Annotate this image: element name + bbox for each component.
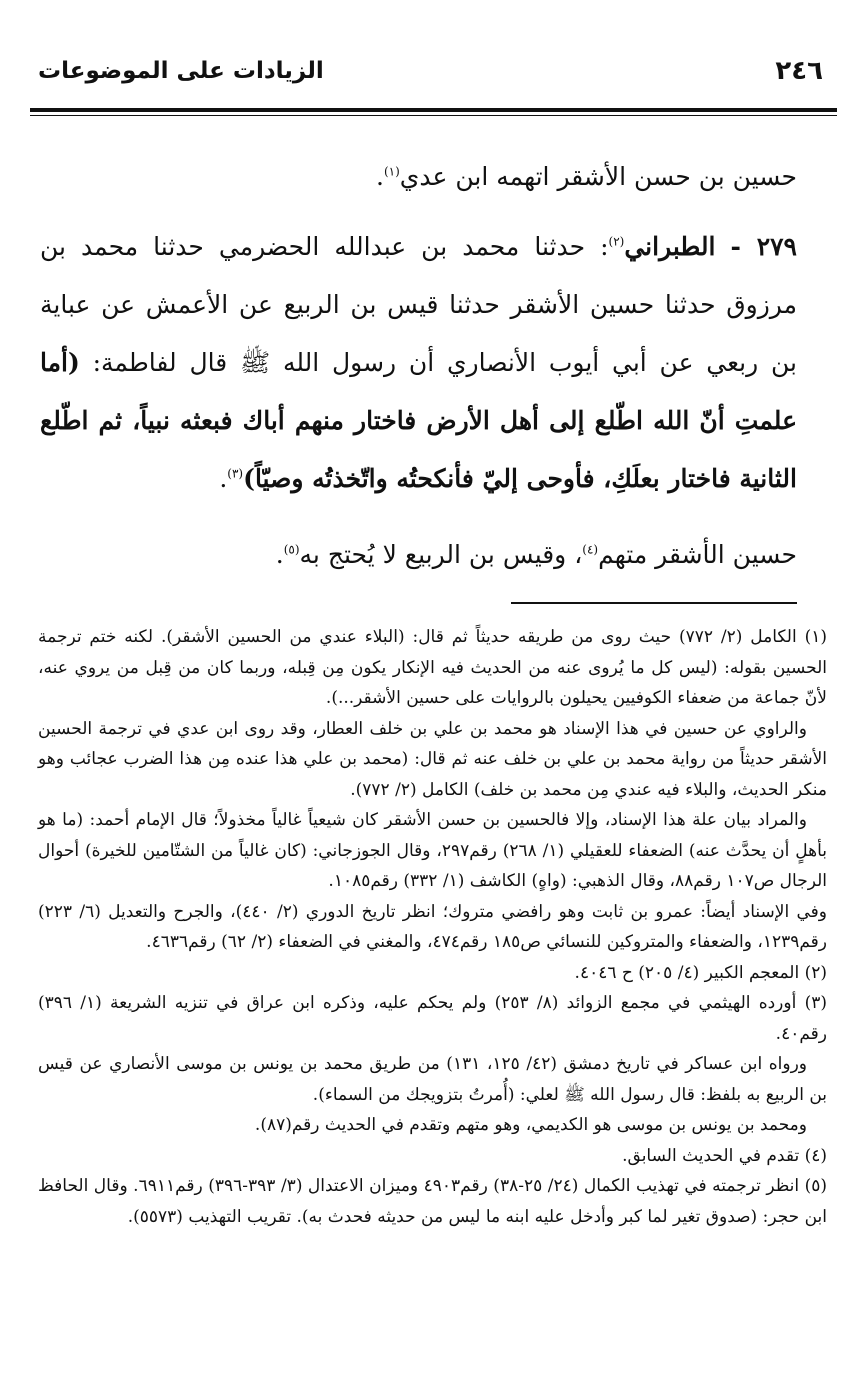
footnote-3-cont: ورواه ابن عساكر في تاريخ دمشق (٤٢/ ١٢٥، ١٣١) من طريق محمد بن يونس بن موسى الأنصاري عن قيس بن الربيع به بلفظ: قال رسول الله ﷺ لعلي: (أُمرتُ بتزويجك من السماء). xyxy=(38,1054,827,1105)
footnote-ref: (٢) xyxy=(608,234,625,249)
main-text xyxy=(40,148,797,584)
closing-text-b: ، وقيس بن الربيع لا يُحتج به xyxy=(299,540,583,569)
footnote-ref: (٣) xyxy=(227,466,244,481)
closing-end: . xyxy=(275,540,284,569)
header-rule-thick xyxy=(30,108,837,112)
footnote-1-cont: والمراد بيان علة هذا الإسناد، وإلا فالحسين بن حسن الأشقر كان شيعياً غالياً مخذولاً؛ قال الإمام أحمد: (ما هو بأهلٍ أن يحدَّث عنه) الضعفاء للعقيلي (١/ ٢٦٨) رقم٢٩٧، وقال الجوزجاني: (كان غالياً من الشتّامين للخيرة) أحوال الرجال ص١٠٧ رقم٨٨، وقال الذهبي: (واهٍ) الكاشف (١/ ٣٣٢) رقم١٠٨٥. xyxy=(38,810,827,891)
isnad-text: : حدثنا محمد بن عبدالله الحضرمي حدثنا محمد بن مرزوق حدثنا حسين الأشقر حدثنا قيس بن الربيع عن الأعمش عن عباية بن ربعي عن أبي أيوب الأنصاري أن رسول الله ﷺ قال لفاطمة: xyxy=(40,232,797,377)
page-number: ٢٤٦ xyxy=(775,56,823,86)
closing-paragraph xyxy=(40,526,797,584)
footnotes xyxy=(38,622,827,1232)
footnote-5: (٥) انظر ترجمته في تهذيب الكمال (٢٤/ ٢٥-٣٨) رقم٤٩٠٣ وميزان الاعتدال (٣/ ٣٩٣-٣٩٦) رقم٦٩١١. وقال الحافظ ابن حجر: (صدوق تغير لما كبر وأدخل عليه ابنه ما ليس من حديثه فحدث به). تقريب التهذيب (٥٥٧٣). xyxy=(38,1176,828,1227)
footnote-ref: (٤) xyxy=(582,542,599,557)
footnote-2: (٢) المعجم الكبير (٤/ ٢٠٥) ح ٤٠٤٦. xyxy=(574,962,827,983)
intro-text: حسين بن حسن الأشقر اتهمه ابن عدي xyxy=(399,162,797,191)
running-title: الزيادات على الموضوعات xyxy=(38,58,324,84)
intro-paragraph: حسين بن حسن الأشقر اتهمه ابن عدي$^{(١)}$. xyxy=(376,162,797,191)
footnote-3-cont: ومحمد بن يونس بن موسى هو الكديمي، وهو متهم وتقدم في الحديث رقم(٨٧). xyxy=(254,1115,807,1135)
footnote-1-cont: وفي الإسناد أيضاً: عمرو بن ثابت وهو رافضي متروك؛ انظر تاريخ الدوري (٢/ ٤٤٠)، والجرح والتعديل (٦/ ٢٢٣) رقم١٢٣٩، والضعفاء والمتروكين للنسائي ص١٨٥ رقم٤٧٤، والمغني في الضعفاء (٢/ ٦٢) رقم٤٦٣٦. xyxy=(38,901,828,952)
footnote-1-cont: والراوي عن حسين في هذا الإسناد هو محمد بن علي بن خلف العطار، وقد روى ابن عدي في ترجمة الحسين الأشقر حديثاً من رواية محمد بن علي بن خلف عنه ثم قال: (محمد بن علي هذا عنده مِن هذا الضرب عجائب وهو منكر الحديث، والبلاء فيه عندي مِن محمد بن خلف) الكامل (٢/ ٧٧٢). xyxy=(38,718,827,800)
footnote-ref: (٥) xyxy=(283,542,300,557)
hadith-number: ٢٧٩ - xyxy=(730,232,797,261)
source-name: الطبراني xyxy=(624,232,716,261)
hadith-quote: (أما علمتِ أنّ الله اطّلع إلى أهل الأرض فاختار منهم أباك فبعثه نبياً، ثم اطّلع الثانية فاختار بعلَكِ، فأوحى إليّ فأنكحتُه واتّخذتُه وصيّاً) xyxy=(40,348,797,493)
page-header xyxy=(30,52,837,102)
header-rule-thin xyxy=(30,115,837,116)
footnote-1: (١) الكامل (٢/ ٧٧٢) حيث روى من طريقه حديثاً ثم قال: (البلاء عندي من الحسين الأشقر). لكنه ختم ترجمة الحسين بقوله: (ليس كل ما يُروى عنه من الحديث فيه الإنكار يكون مِن قِبله، وربما كان من قِبل من يروي عنه، لأنّ جماعة من ضعفاء الكوفيين يحيلون بالروايات على حسين الأشقر...). xyxy=(38,627,827,708)
footnote-separator xyxy=(511,602,797,604)
footnote-4: (٤) تقدم في الحديث السابق. xyxy=(622,1145,827,1166)
footnote-ref: (١) xyxy=(383,164,400,179)
hadith-paragraph: ٢٧٩ - الطبراني$^{(٢)}$: حدثنا محمد بن عبدالله الحضرمي حدثنا محمد بن مرزوق حدثنا حسين الأشقر حدثنا قيس بن الربيع عن الأعمش عن عباية بن ربعي عن أبي أيوب الأنصاري أن رسول الله ﷺ قال لفاطمة: (أما علمتِ أنّ الله اطّلع إلى أهل الأرض فاختار منهم أباك فبعثه نبياً، ثم اطّلع الثانية فاختار بعلَكِ، فأوحى إليّ فأنكحتُه واتّخذتُه وصيّاً)$^{(٣)}$. xyxy=(40,232,797,493)
closing-text-a: حسين الأشقر متهم xyxy=(598,540,797,569)
footnote-3: (٣) أورده الهيثمي في مجمع الزوائد (٨/ ٢٥٣) ولم يحكم عليه، وذكره ابن عراق في تنزيه الشريعة (١/ ٣٩٦) رقم٤٠. xyxy=(38,993,827,1044)
